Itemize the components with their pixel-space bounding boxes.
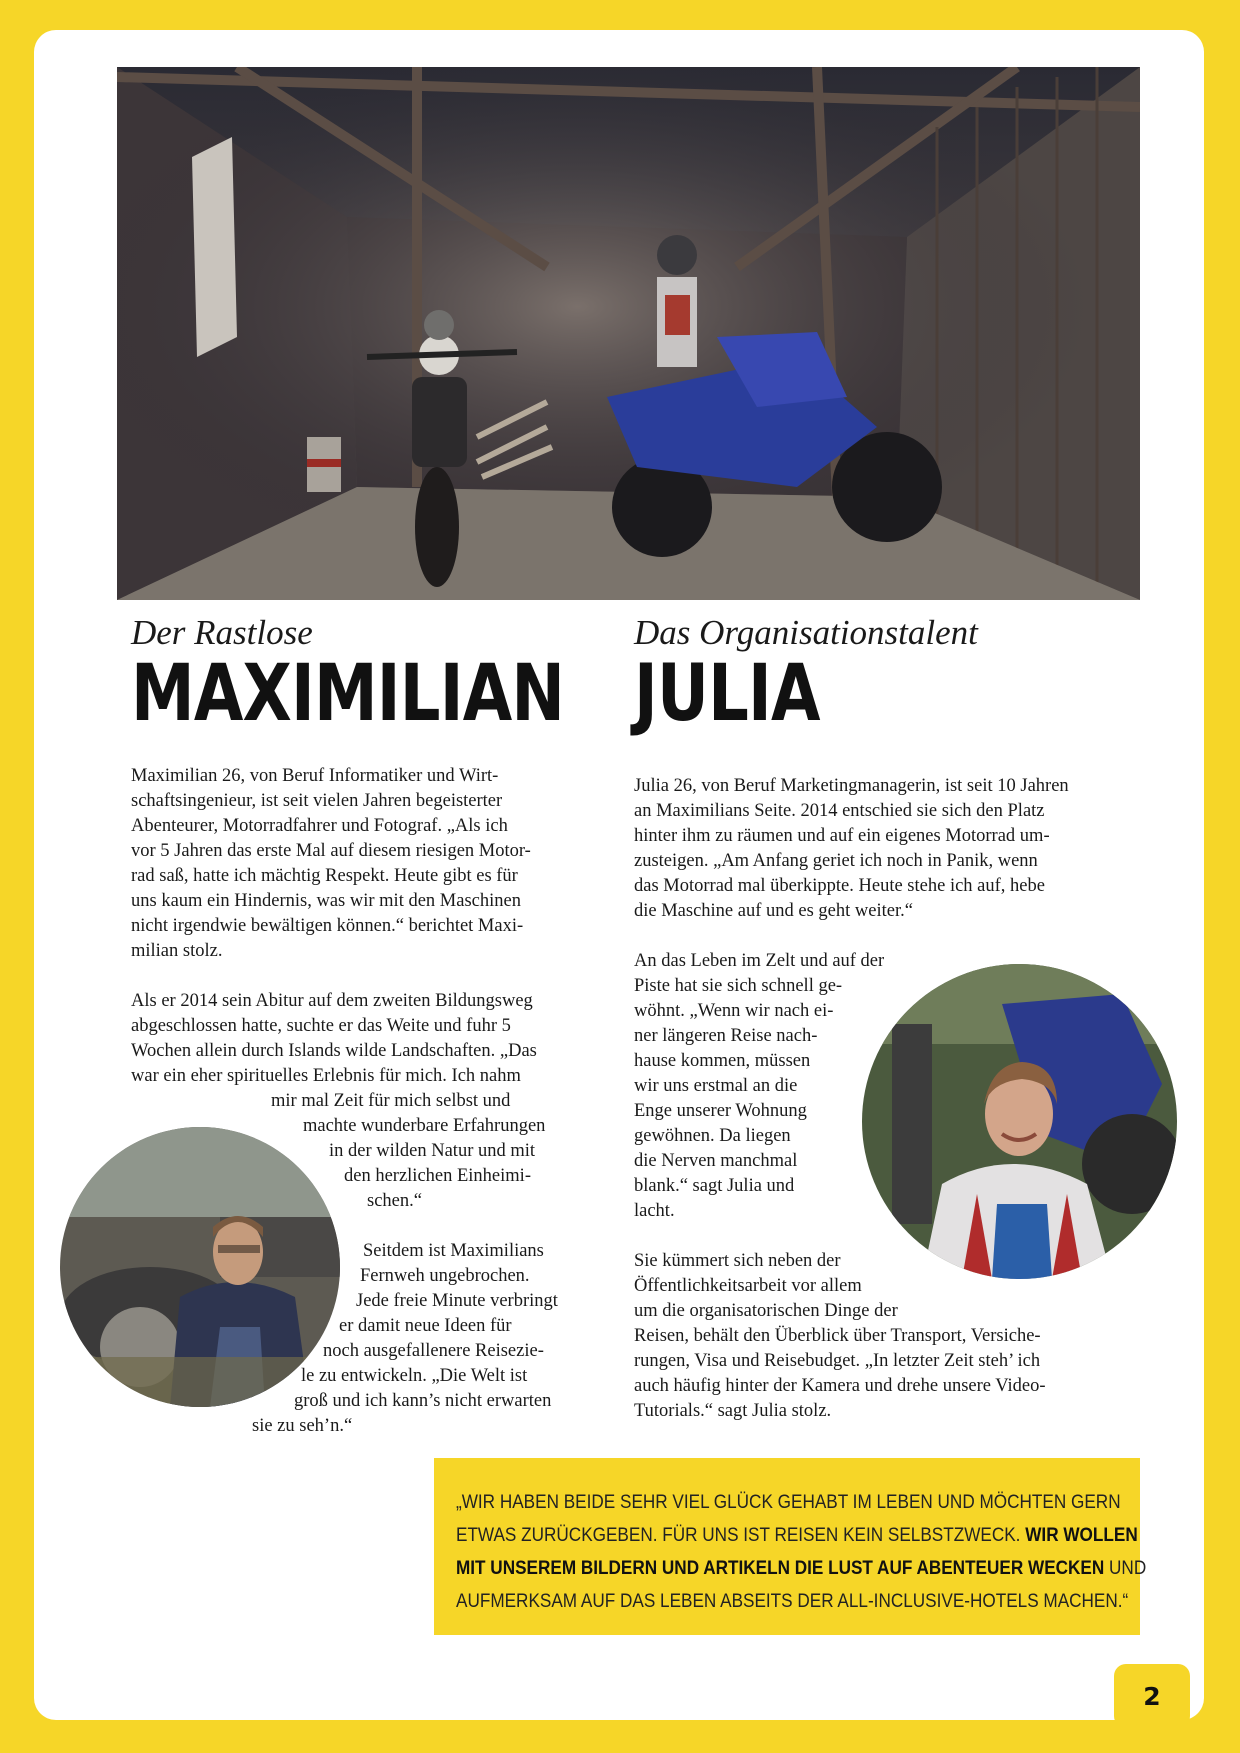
text-line: auch häufig hinter der Kamera und drehe unsere Video- (634, 1376, 1046, 1396)
julia-portrait (862, 964, 1177, 1279)
text-line: schen.“ (367, 1191, 422, 1211)
hero-photo (117, 67, 1140, 600)
text-line: Sie kümmert sich neben der (634, 1251, 841, 1271)
text-line: machte wunderbare Erfahrungen (303, 1116, 546, 1136)
maximilian-name: MAXIMILIAN (131, 649, 565, 739)
text-line: ner längeren Reise nach- (634, 1026, 818, 1046)
text-line: das Motorrad mal überkippte. Heute stehe ich auf, hebe (634, 876, 1045, 896)
text-line: er damit neue Ideen für (339, 1316, 512, 1336)
text-line: Jede freie Minute verbringt (356, 1291, 558, 1311)
text-line: rad saß, hatte ich mächtig Respekt. Heute gibt es für (131, 866, 518, 886)
quote-line: MIT UNSEREM BILDERN UND ARTIKELN DIE LUST AUF ABENTEUER WECKEN UND (456, 1557, 1147, 1579)
text-line: Maximilian 26, von Beruf Informatiker und Wirt- (131, 766, 499, 786)
julia-header (634, 612, 1134, 739)
text-line: Abenteurer, Motorradfahrer und Fotograf. „Als ich (131, 816, 508, 836)
text-line: Wochen allein durch Islands wilde Landschaften. „Das (131, 1041, 537, 1061)
text-line: Tutorials.“ sagt Julia stolz. (634, 1401, 832, 1421)
text-line: Piste hat sie sich schnell ge- (634, 976, 843, 996)
text-line: zusteigen. „Am Anfang geriet ich noch in Panik, wenn (634, 851, 1038, 871)
julia-name: JULIA (634, 649, 820, 739)
page-number: 2 (1114, 1664, 1190, 1728)
text-line: den herzlichen Einheimi- (344, 1166, 531, 1186)
text-line: blank.“ sagt Julia und (634, 1176, 795, 1196)
text-line: groß und ich kann’s nicht erwarten (294, 1391, 552, 1411)
text-line: rungen, Visa und Reisebudget. „In letzter Zeit steh’ ich (634, 1351, 1041, 1371)
text-line: nicht irgendwie bewältigen können.“ berichtet Maxi- (131, 916, 524, 936)
text-line: le zu entwickeln. „Die Welt ist (301, 1366, 528, 1386)
text-line: hause kommen, müssen (634, 1051, 811, 1071)
text-line: An das Leben im Zelt und auf der (634, 951, 885, 971)
text-line: wir uns erstmal an die (634, 1076, 798, 1096)
text-line: war ein eher spirituelles Erlebnis für mich. Ich nahm (131, 1066, 521, 1086)
text-line: sie zu seh’n.“ (252, 1416, 353, 1436)
text-line: Julia 26, von Beruf Marketingmanagerin, ist seit 10 Jahren (634, 776, 1069, 796)
maximilian-subtitle: Der Rastlose (131, 613, 313, 652)
text-line: mir mal Zeit für mich selbst und (271, 1091, 511, 1111)
text-line: um die organisatorischen Dinge der (634, 1301, 898, 1321)
text-line: Fernweh ungebrochen. (360, 1266, 530, 1286)
text-line: in der wilden Natur und mit (329, 1141, 536, 1161)
quote-line: „WIR HABEN BEIDE SEHR VIEL GLÜCK GEHABT IM LEBEN UND MÖCHTEN GERN (456, 1491, 1121, 1513)
maximilian-portrait (60, 1127, 340, 1407)
text-line: Seitdem ist Maximilians (363, 1241, 544, 1261)
text-line: schaftsingenieur, ist seit vielen Jahren begeisterter (131, 791, 503, 811)
text-line: noch ausgefallenere Reisezie- (323, 1341, 544, 1361)
text-line: uns kaum ein Hindernis, was wir mit den Maschinen (131, 891, 521, 911)
text-line: Als er 2014 sein Abitur auf dem zweiten Bildungsweg (131, 991, 533, 1011)
quote-line: ETWAS ZURÜCKGEBEN. FÜR UNS IST REISEN KEIN SELBSTZWECK. WIR WOLLEN (456, 1524, 1138, 1546)
text-line: abgeschlossen hatte, suchte er das Weite und fuhr 5 (131, 1016, 511, 1036)
text-line: vor 5 Jahren das erste Mal auf diesem riesigen Motor- (131, 841, 531, 861)
quote-line: AUFMERKSAM AUF DAS LEBEN ABSEITS DER ALL-INCLUSIVE-HOTELS MACHEN.“ (456, 1590, 1129, 1612)
text-line: die Nerven manchmal (634, 1151, 798, 1171)
text-line: gewöhnen. Da liegen (634, 1126, 791, 1146)
maximilian-header (131, 612, 601, 739)
quote-box (434, 1458, 1147, 1635)
text-line: Enge unserer Wohnung (634, 1101, 807, 1121)
text-line: wöhnt. „Wenn wir nach ei- (634, 1001, 834, 1021)
julia-subtitle: Das Organisationstalent (634, 613, 978, 652)
text-line: Öffentlichkeitsarbeit vor allem (634, 1276, 862, 1296)
text-line: die Maschine auf und es geht weiter.“ (634, 901, 913, 921)
text-line: Reisen, behält den Überblick über Transport, Versiche- (634, 1326, 1041, 1346)
text-line: milian stolz. (131, 941, 223, 961)
text-line: an Maximilians Seite. 2014 entschied sie sich den Platz (634, 801, 1045, 821)
text-line: lacht. (634, 1201, 675, 1221)
text-line: hinter ihm zu räumen und auf ein eigenes Motorrad um- (634, 826, 1050, 846)
